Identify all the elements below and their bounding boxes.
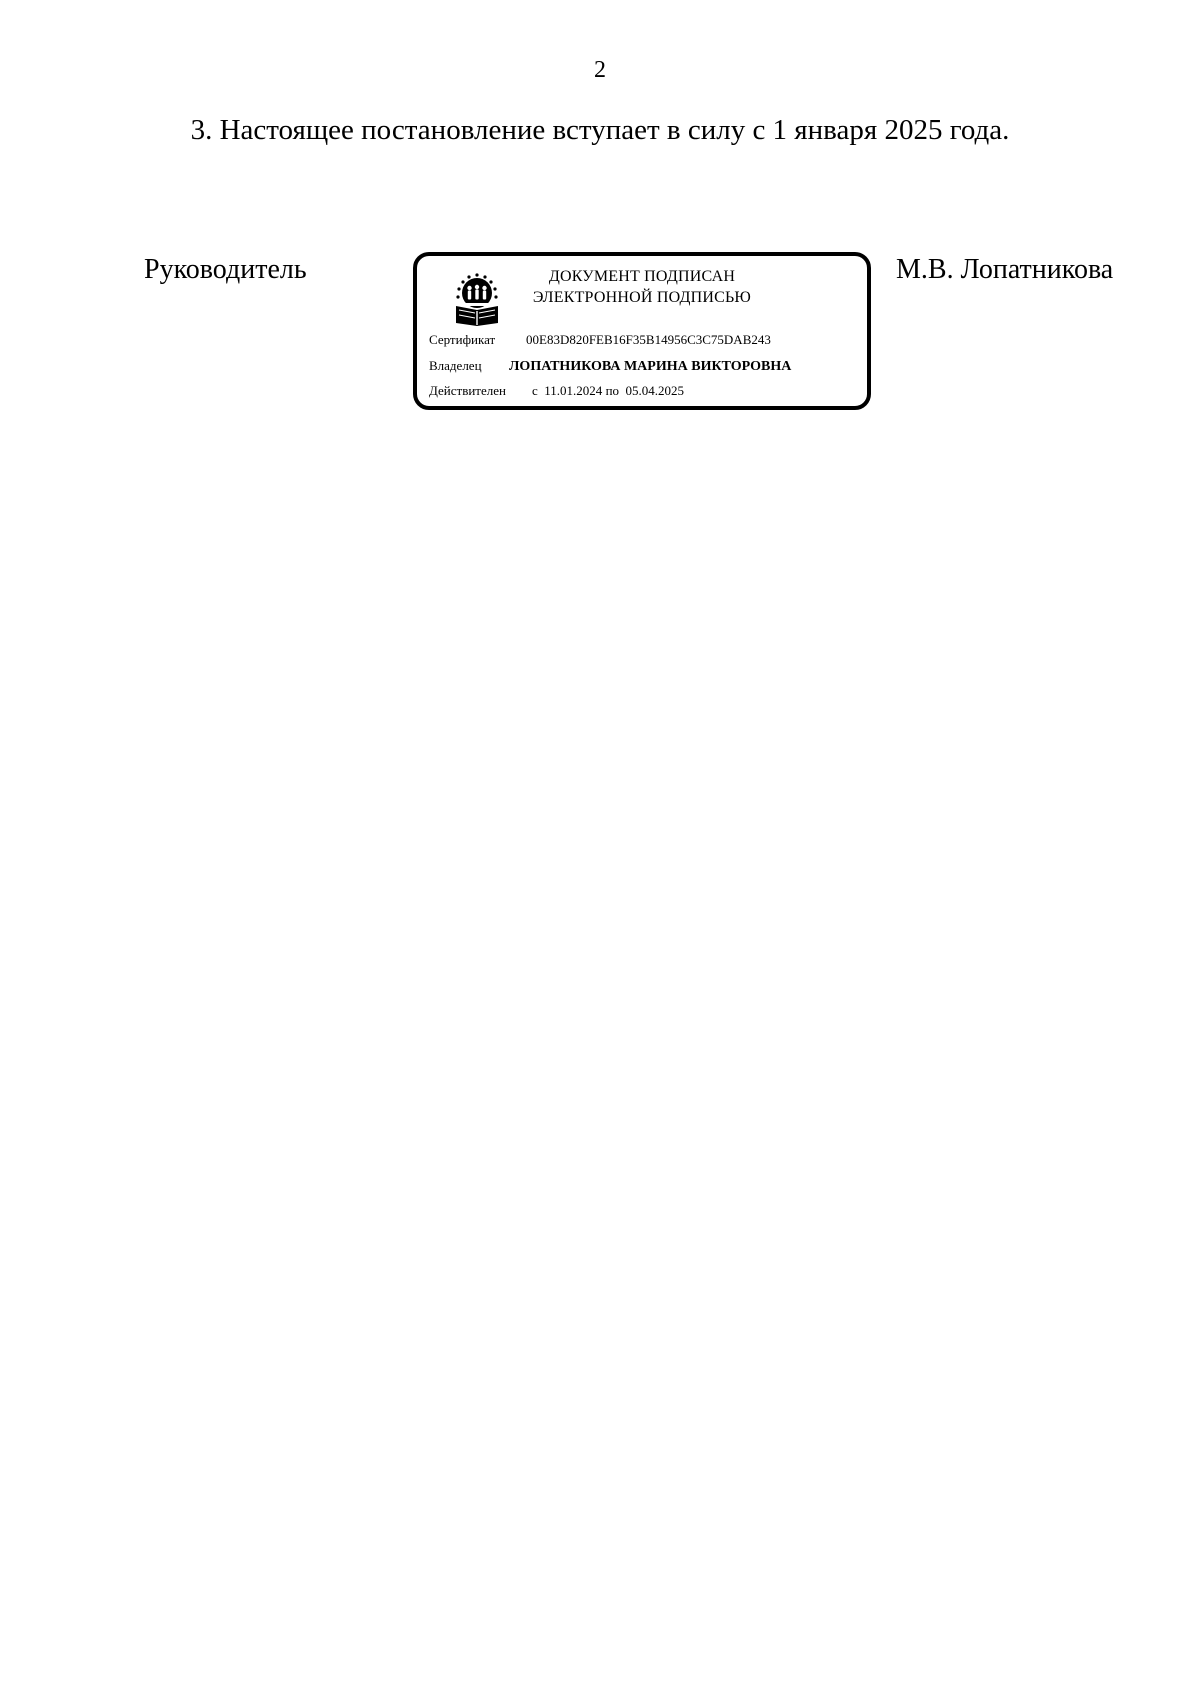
signatory-position: Руководитель (144, 254, 307, 285)
certificate-row (429, 331, 771, 349)
validity-row (429, 382, 684, 400)
valid-from-prefix: с (532, 383, 538, 398)
electronic-signature-stamp (413, 252, 871, 410)
certificate-value: 00E83D820FEB16F35B14956C3C75DAB243 (526, 332, 771, 347)
coat-of-arms-icon (452, 272, 502, 326)
stamp-header (517, 266, 767, 308)
valid-from-date: 11.01.2024 (544, 383, 603, 398)
owner-value: ЛОПАТНИКОВА МАРИНА ВИКТОРОВНА (509, 359, 792, 374)
signature-block (0, 251, 1200, 421)
certificate-label: Сертификат (429, 332, 496, 347)
validity-label: Действителен (429, 383, 506, 398)
signatory-name: М.В. Лопатникова (896, 254, 1114, 285)
valid-to-date: 05.04.2025 (625, 383, 685, 398)
valid-to-prefix: по (605, 383, 620, 398)
stamp-header-line2: ЭЛЕКТРОННОЙ ПОДПИСЬЮ (532, 289, 752, 306)
owner-row (429, 357, 791, 376)
owner-label: Владелец (429, 358, 482, 373)
body-paragraph: 3. Настоящее постановление вступает в силу с 1 января 2025 года. (190, 114, 1010, 146)
page-number: 2 (594, 57, 606, 83)
stamp-header-line1: ДОКУМЕНТ ПОДПИСАН (548, 268, 736, 285)
